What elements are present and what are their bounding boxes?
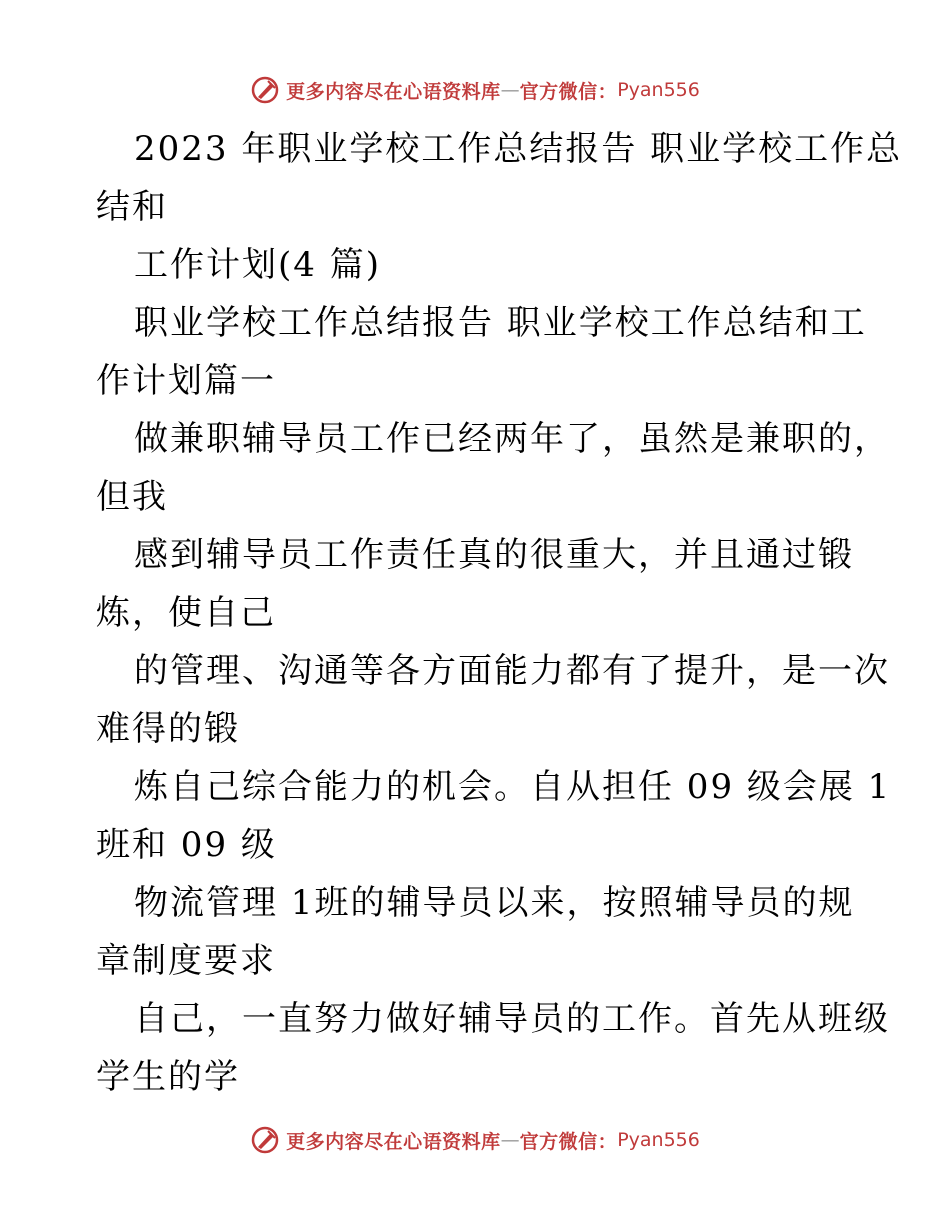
text-line: 结和 (96, 187, 168, 227)
watermark-separator: — (500, 1129, 520, 1151)
document-body (96, 120, 903, 1106)
text-line: 做兼职辅导员工作已经两年了，虽然是兼职的， (134, 419, 890, 459)
text-line: 工作计划(4 篇) (134, 245, 381, 285)
text-line: 班和 09 级 (96, 825, 277, 865)
footer-watermark (0, 1120, 950, 1160)
text-line: 2023 年职业学校工作总结报告 职业学校工作总 (134, 129, 903, 169)
text-line: 难得的锻 (96, 709, 240, 749)
watermark-separator: — (500, 79, 520, 101)
text-line: 职业学校工作总结报告 职业学校工作总结和工 (134, 303, 867, 343)
quill-circle-icon (250, 75, 280, 105)
text-line: 自己，一直努力做好辅导员的工作。首先从班级 (134, 999, 890, 1039)
text-line: 章制度要求 (96, 941, 276, 981)
text-line: 感到辅导员工作责任真的很重大，并且通过锻 (134, 535, 854, 575)
text-line: 作计划篇一 (96, 361, 276, 401)
watermark-main-text: 更多内容尽在心语资料库 (286, 80, 501, 103)
watermark-suffix: 官方微信： (519, 1130, 618, 1153)
text-line: 但我 (96, 477, 168, 517)
quill-circle-icon (250, 1125, 280, 1155)
text-line: 炼自己综合能力的机会。自从担任 09 级会展 1 (134, 767, 892, 807)
watermark-brand: Pyan556 (617, 1129, 700, 1151)
watermark-main-text: 更多内容尽在心语资料库 (286, 1130, 501, 1153)
watermark-suffix: 官方微信： (519, 80, 618, 103)
text-line: 学生的学 (96, 1057, 240, 1097)
text-line: 物流管理 1班的辅导员以来，按照辅导员的规 (134, 883, 855, 923)
text-line: 的管理、沟通等各方面能力都有了提升，是一次 (134, 651, 890, 691)
text-line: 炼，使自己 (96, 593, 276, 633)
header-watermark (0, 70, 950, 110)
watermark-brand: Pyan556 (617, 79, 700, 101)
